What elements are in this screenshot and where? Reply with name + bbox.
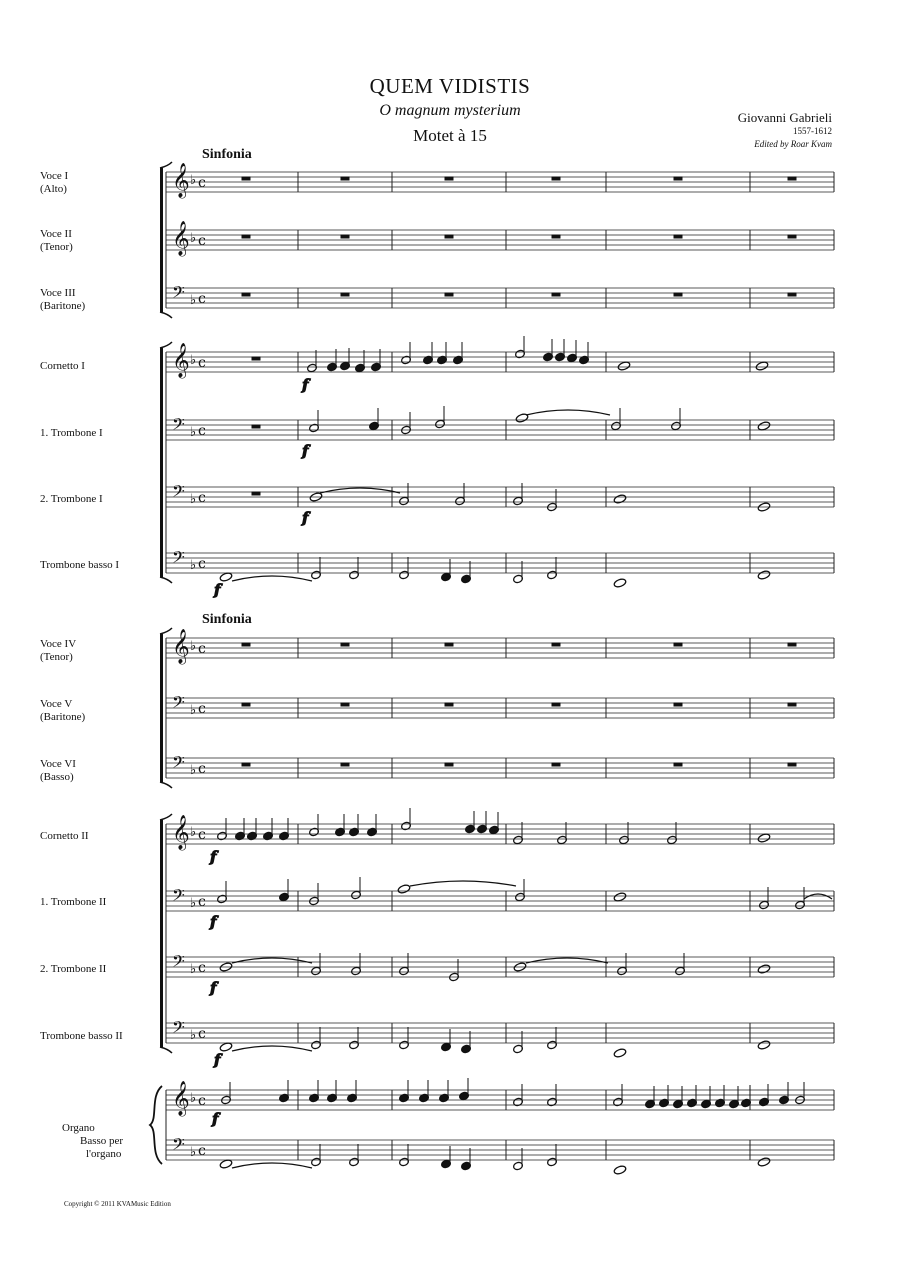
note-head <box>613 578 627 588</box>
staff-label-cornetto-2: Cornetto II <box>40 830 89 842</box>
whole-rest <box>445 643 453 646</box>
tie <box>410 881 516 886</box>
whole-rest <box>552 703 560 706</box>
whole-rest <box>552 643 560 646</box>
flat-icon: ♭ <box>190 558 197 573</box>
bracket-cap <box>160 312 172 318</box>
flat-icon: ♭ <box>190 353 197 368</box>
flat-icon: ♭ <box>190 1145 197 1160</box>
whole-rest <box>242 763 250 766</box>
whole-rest <box>252 492 260 495</box>
whole-rest <box>674 643 682 646</box>
whole-rest <box>552 235 560 238</box>
tie <box>232 1163 312 1168</box>
flat-icon: ♭ <box>190 231 197 246</box>
whole-rest <box>552 763 560 766</box>
note-head <box>613 494 627 504</box>
bass-clef-icon: 𝄢 <box>172 1134 185 1158</box>
whole-rest <box>788 703 796 706</box>
whole-rest <box>445 763 453 766</box>
editor-credit: Edited by Roar Kvam <box>754 139 832 149</box>
whole-rest <box>242 293 250 296</box>
bass-clef-icon: 𝄢 <box>172 282 185 306</box>
whole-rest <box>242 643 250 646</box>
whole-rest <box>341 293 349 296</box>
composer-name: Giovanni Gabrieli <box>737 110 832 125</box>
flat-icon: ♭ <box>190 639 197 654</box>
flat-icon: ♭ <box>190 703 197 718</box>
bracket-cap <box>160 782 172 788</box>
treble-clef-icon: 𝄞 <box>172 343 190 378</box>
bass-clef-icon: 𝄢 <box>172 1017 185 1041</box>
staff-label-voce-6: Voce VI (Basso) <box>40 758 76 783</box>
common-time-icon: c <box>198 175 206 191</box>
flat-icon: ♭ <box>190 173 197 188</box>
bracket <box>160 820 163 1047</box>
staff-label-trombone-2-1: 2. Trombone I <box>40 493 103 505</box>
tie <box>232 1046 312 1051</box>
whole-rest <box>788 177 796 180</box>
flat-icon: ♭ <box>190 293 197 308</box>
common-time-icon: c <box>198 761 206 777</box>
bass-clef-icon: 𝄢 <box>172 481 185 505</box>
flat-icon: ♭ <box>190 763 197 778</box>
whole-rest <box>341 763 349 766</box>
flat-icon: ♭ <box>190 425 197 440</box>
whole-rest <box>788 293 796 296</box>
score-form: Motet à 15 <box>413 126 487 145</box>
dynamic-forte: f <box>214 581 221 599</box>
bracket-cap <box>160 628 172 634</box>
staff-label-trombone-1-2: 1. Trombone II <box>40 896 107 908</box>
bass-clef-icon: 𝄢 <box>172 885 185 909</box>
composer-dates: 1557-1612 <box>793 126 832 136</box>
treble-clef-icon: 𝄞 <box>172 163 190 198</box>
whole-rest <box>674 763 682 766</box>
common-time-icon: c <box>198 701 206 717</box>
common-time-icon: c <box>198 490 206 506</box>
bass-clef-icon: 𝄢 <box>172 414 185 438</box>
whole-rest <box>674 293 682 296</box>
bass-clef-icon: 𝄢 <box>172 752 185 776</box>
common-time-icon: c <box>198 960 206 976</box>
tie <box>526 410 610 415</box>
common-time-icon: c <box>198 233 206 249</box>
flat-icon: ♭ <box>190 1091 197 1106</box>
common-time-icon: c <box>198 641 206 657</box>
whole-rest <box>242 177 250 180</box>
flat-icon: ♭ <box>190 492 197 507</box>
treble-clef-icon: 𝄞 <box>172 815 190 850</box>
whole-rest <box>788 763 796 766</box>
staff-label-voce-4: Voce IV (Tenor) <box>40 638 77 663</box>
dynamic-forte: f <box>302 509 309 527</box>
copyright-notice: Copyright © 2011 KVAMusic Edition <box>64 1200 171 1208</box>
common-time-icon: c <box>198 291 206 307</box>
score-title: QUEM VIDISTIS <box>369 74 531 98</box>
note-head <box>757 1157 771 1167</box>
notes-layer <box>209 177 832 1175</box>
staff-label-voce-1: Voce I (Alto) <box>40 170 69 195</box>
dynamic-forte: f <box>214 1051 221 1069</box>
bracket-cap <box>160 577 172 583</box>
dynamic-forte: f <box>302 442 309 460</box>
flat-icon: ♭ <box>190 825 197 840</box>
note-head <box>613 1048 627 1058</box>
whole-rest <box>341 643 349 646</box>
bracket-cap <box>160 342 172 348</box>
tie <box>232 576 312 581</box>
common-time-icon: c <box>198 1143 206 1159</box>
flat-icon: ♭ <box>190 1028 197 1043</box>
whole-rest <box>445 293 453 296</box>
note-head <box>757 570 771 580</box>
section-heading-1: Sinfonia <box>202 147 252 162</box>
whole-rest <box>674 235 682 238</box>
whole-rest <box>445 177 453 180</box>
whole-rest <box>674 177 682 180</box>
bracket <box>160 634 163 782</box>
bass-clef-icon: 𝄢 <box>172 547 185 571</box>
staff-label-trombone-basso-2: Trombone basso II <box>40 1030 123 1042</box>
whole-rest <box>341 235 349 238</box>
whole-rest <box>674 703 682 706</box>
staff-label-trombone-basso-1: Trombone basso I <box>40 559 120 571</box>
whole-rest <box>341 177 349 180</box>
whole-rest <box>552 177 560 180</box>
whole-rest <box>788 235 796 238</box>
whole-rest <box>552 293 560 296</box>
note-head <box>397 884 411 894</box>
whole-rest <box>445 703 453 706</box>
bracket <box>160 168 163 312</box>
treble-clef-icon: 𝄞 <box>172 629 190 664</box>
common-time-icon: c <box>198 355 206 371</box>
bass-clef-icon: 𝄢 <box>172 692 185 716</box>
tie <box>804 894 832 899</box>
whole-rest <box>242 703 250 706</box>
bracket <box>160 348 163 577</box>
note-head <box>757 1040 771 1050</box>
dynamic-forte: f <box>302 376 309 394</box>
whole-rest <box>252 425 260 428</box>
common-time-icon: c <box>198 556 206 572</box>
note-head <box>613 1165 627 1175</box>
staff-label-trombone-1-1: 1. Trombone I <box>40 427 103 439</box>
staff-label-voce-3: Voce III (Baritone) <box>40 287 86 312</box>
common-time-icon: c <box>198 1026 206 1042</box>
staff-label-organo: Organo Basso per l'organo <box>62 1122 124 1160</box>
flat-icon: ♭ <box>190 962 197 977</box>
staff-label-voce-5: Voce V (Baritone) <box>40 698 86 723</box>
bracket-cap <box>160 162 172 168</box>
treble-clef-icon: 𝄞 <box>172 1081 190 1116</box>
staff-lines <box>150 162 834 1164</box>
dynamic-forte: f <box>210 913 217 931</box>
whole-rest <box>242 235 250 238</box>
common-time-icon: c <box>198 1093 206 1109</box>
common-time-icon: c <box>198 827 206 843</box>
whole-rest <box>788 643 796 646</box>
common-time-icon: c <box>198 894 206 910</box>
staff-label-trombone-2-2: 2. Trombone II <box>40 963 107 975</box>
score-subtitle: O magnum mysterium <box>379 102 521 119</box>
whole-rest <box>252 357 260 360</box>
common-time-icon: c <box>198 423 206 439</box>
bracket-cap <box>160 814 172 820</box>
whole-rest <box>445 235 453 238</box>
dynamic-forte: f <box>212 1110 219 1128</box>
staff-label-voce-2: Voce II (Tenor) <box>40 228 73 253</box>
section-heading-2: Sinfonia <box>202 612 252 627</box>
dynamic-forte: f <box>210 848 217 866</box>
whole-rest <box>341 703 349 706</box>
bass-clef-icon: 𝄢 <box>172 951 185 975</box>
staff-label-cornetto-1: Cornetto I <box>40 360 85 372</box>
flat-icon: ♭ <box>190 896 197 911</box>
dynamic-forte: f <box>210 979 217 997</box>
brace <box>150 1086 162 1164</box>
bracket-cap <box>160 1047 172 1053</box>
note-head <box>757 964 771 974</box>
treble-clef-icon: 𝄞 <box>172 221 190 256</box>
